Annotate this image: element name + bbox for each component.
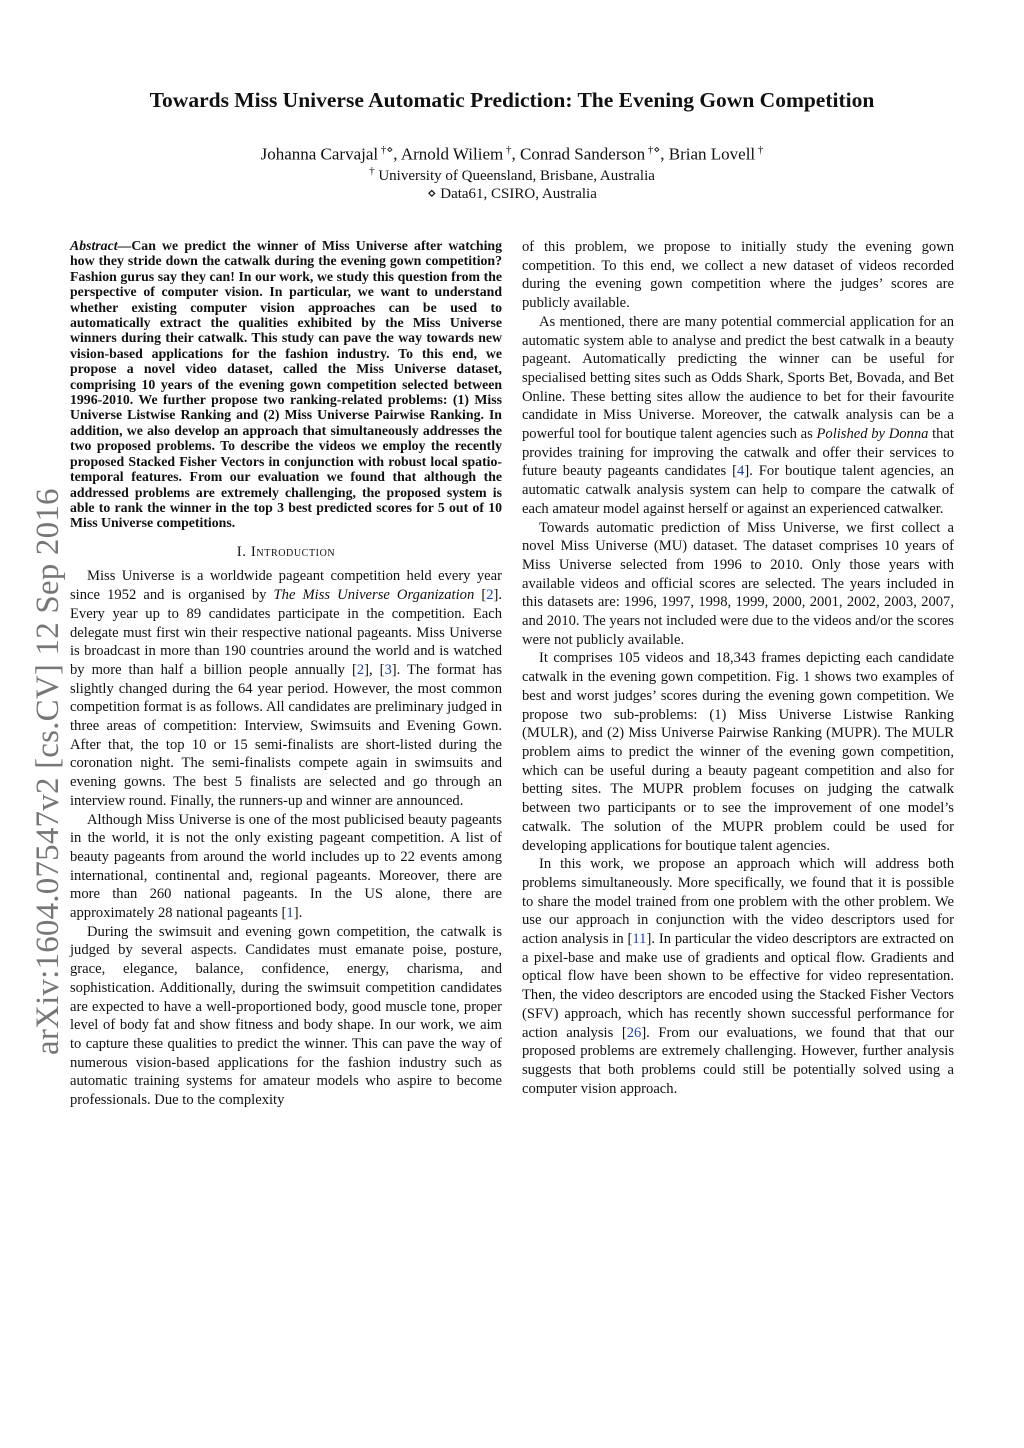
body-paragraph [522,313,954,519]
section-heading [70,543,502,562]
abstract-text: Can we predict the winner of Miss Universe after watching how they stride down the catwalk during the evening gown competition? Fashion gurus say they can! In our work, we study this question from the perspective of computer vision. In particular, we want to understand whether existing computer vision approaches can be used to automatically extract the qualities exhibited by the Miss Universe winners during their catwalk. This study can pave the way towards new vision-based applications for the fashion industry. To this end, we propose a novel video dataset, called the Miss Universe dataset, comprising 10 years of the evening gown competition selected between 1996-2010. We further propose two ranking-related problems: (1) Miss Universe Listwise Ranking and (2) Miss Universe Pairwise Ranking. In addition, we also develop an approach that simultaneously addresses the two proposed problems. To describe the videos we employ the recently proposed Stacked Fisher Vectors in conjunction with robust local spatio-temporal features. From our evaluation we found that although the addressed problems are extremely challenging, the proposed system is able to rank the winner in the top 3 best predicted scores for 5 out of 10 Miss Universe competitions. [70,238,502,531]
citation-link[interactable]: 1 [286,905,294,922]
text-run: of this problem, we propose to initially study the evening gown competition. To this end, we collect a new dataset of videos recorded during the evening gown competition where the judges’ scores are publicly available. [522,239,954,312]
body-paragraph [70,811,502,923]
author-list: Johanna Carvajal †⋄, Arnold Wiliem †, Conrad Sanderson †⋄, Brian Lovell † [260,144,764,164]
text-run: ], [ [364,661,385,678]
text-run: that provides training for improving the catwalk and offer their services to future beauty pageants candidates [ [522,426,954,480]
text-run: In this work, we propose an approach which will address both problems simultaneously. More specifically, we found that it is possible to share the model trained from one problem with the other problem. We use our approach in conjunction with the video descriptors used for action analysis in [ [522,856,954,948]
author-name: Conrad Sanderson [520,144,646,164]
author-affiliation-mark: † [755,144,764,156]
citation-link[interactable]: 26 [626,1024,642,1041]
affiliation-text: University of Queensland, Brisbane, Australia [378,168,655,184]
left-column [70,238,502,1110]
section-title: Introduction [250,543,336,560]
citation-link[interactable]: 2 [356,661,365,678]
italic-text: Polished by Donna [816,426,929,443]
affiliation-uq [0,165,1024,185]
text-run: As mentioned, there are many potential commercial application for an automatic system able to analyse and predict the best catwalk in a beauty pageant. Automatically predicting the winner can be useful for specialised betting sites such as Odds Shark, Sports Bet, Bovada, and Bet Online. These betting sites allow the audience to bet for their favourite candidate in Miss Universe. Moreover, the catwalk analysis can be a powerful tool for boutique talent agencies such as [522,313,954,443]
author-name: Arnold Wiliem [400,144,504,164]
body-paragraph [70,567,502,810]
right-body [522,238,954,1098]
author-affiliation-mark: †⋄ [378,144,394,156]
text-run: ]. The format has slightly changed during the 64 year period. However, the most common competition format is as follows. All candidates are preliminary judged in three areas of competition: Interview, Swimsuits and Evening Gown. After that, the top 10 or 15 semi-finalists are short-listed during the coronation night. The semi-finalists compete again in swimsuits and evening gowns. The best 5 finalists are selected and go through an interview round. Finally, the runners-up and winner are announced. [70,661,503,809]
text-run: During the swimsuit and evening gown competition, the catwalk is judged by several aspects. Candidates must emanate poise, posture, grace, elegance, balance, confidence, energy, charisma, and sophistication. Additionally, during the swimsuit competition candidates are expected to have a well-proportioned body, good muscle tone, proper level of body fat and show fitness and body shape. In our work, we aim to capture these qualities to predict the winner. This can pave the way of numerous vision-based applications for the fashion industry such as automatic training systems for amateur models who aspire to become professionals. Due to the complexity [70,923,502,1109]
body-paragraph [522,855,954,1098]
affiliation-csiro [0,184,1024,203]
body-paragraph [70,923,502,1110]
affiliation-mark: † [369,165,375,177]
paper-title: Towards Miss Universe Automatic Prediction: The Evening Gown Competition [149,88,875,112]
citation-link[interactable]: 3 [384,661,392,678]
author-affiliation-mark: † [503,144,512,156]
abstract-label: Abstract [70,238,118,253]
abstract [70,238,502,531]
abstract-dash: — [117,238,132,253]
text-run: ]. In particular the video descriptors are extracted on a pixel-base and make use of gradients and optical flow. Gradients and optical flow have been shown to be effective for video representation. Then, the video descriptors are encoded using the Stacked Fisher Vectors (SFV) approach, which has recently shown successful performance for action analysis [ [522,931,954,1041]
body-paragraph [522,649,954,855]
italic-text: The Miss Universe Organization [273,587,475,604]
text-run: ]. Every year up to 89 candidates participate in the competition. Each delegate must first win their respective national pageants. Miss Universe is broadcast in more than 190 countries around the world and is watched by more than half a billion people annually [ [70,587,503,678]
body-paragraph [522,238,954,313]
section-number: I. [236,543,247,560]
text-run: It comprises 105 videos and 18,343 frames depicting each candidate catwalk in the evening gown competition. Fig. 1 shows two examples of best and worst judges’ scores during the evening gown competition. We propose two sub-problems: (1) Miss Universe Listwise Ranking (MULR), and (2) Miss Universe Pairwise Ranking (MUPR). The MULR problem aims to predict the winner of the evening gown competition, which can be useful during a beauty pageant competition and also for betting sites. The MUPR problem focuses on judging the catwalk between two participants or to see the improvement of one model’s catwalk. The solution of the MUPR problem could be used for developing applications for boutique talent agencies. [522,650,954,854]
text-run: Although Miss Universe is one of the most publicised beauty pageants in the world, it is not the only existing pageant competition. A list of beauty pageants from around the world includes up to 22 events among international, continental and, regional pageants. Moreover, there are more than 260 national pageants. In the US alone, there are approximately 28 national pageants [ [70,811,502,922]
text-run: ]. From our evaluations, we found that that our proposed problems are extremely challenging. However, further analysis suggests that both problems could still be potentially solved using a computer vision approach. [522,1024,954,1097]
text-run: ]. [293,905,303,922]
text-run: Towards automatic prediction of Miss Universe, we first collect a novel Miss Universe (MU) dataset. The dataset comprises 10 years of Miss Universe selected from 1996 to 2010. Only those years with available videos and official scores are selected. The years included in this datasets are: 1996, 1997, 1998, 1999, 2000, 2001, 2002, 2003, 2007, and 2010. The years not included were due to the videos and/or the scores were not publicly available. [522,519,954,648]
citation-link[interactable]: 2 [486,587,494,604]
citation-link[interactable]: 4 [737,463,745,480]
affiliation-text: Data61, CSIRO, Australia [440,186,597,202]
body-paragraph [522,519,954,650]
affiliation-mark: ⋄ [427,186,437,202]
citation-link[interactable]: 11 [632,931,647,948]
text-run: Miss Universe is a worldwide pageant competition held every year since 1952 and is organised by [70,568,502,604]
text-run: [ [474,587,487,604]
text-run: ]. For boutique talent agencies, an automatic catwalk analysis system can help to compare the catwalk of each amateur model against herself or against an experienced catwalker. [522,463,954,517]
right-column [522,238,954,1098]
author-affiliation-mark: †⋄ [645,144,661,156]
left-body [70,567,502,1109]
author-name: Johanna Carvajal [260,144,379,164]
arxiv-stamp: arXiv:1604.07547v2 [cs.CV] 12 Sep 2016 [30,488,66,1055]
author-name: Brian Lovell [668,144,756,164]
